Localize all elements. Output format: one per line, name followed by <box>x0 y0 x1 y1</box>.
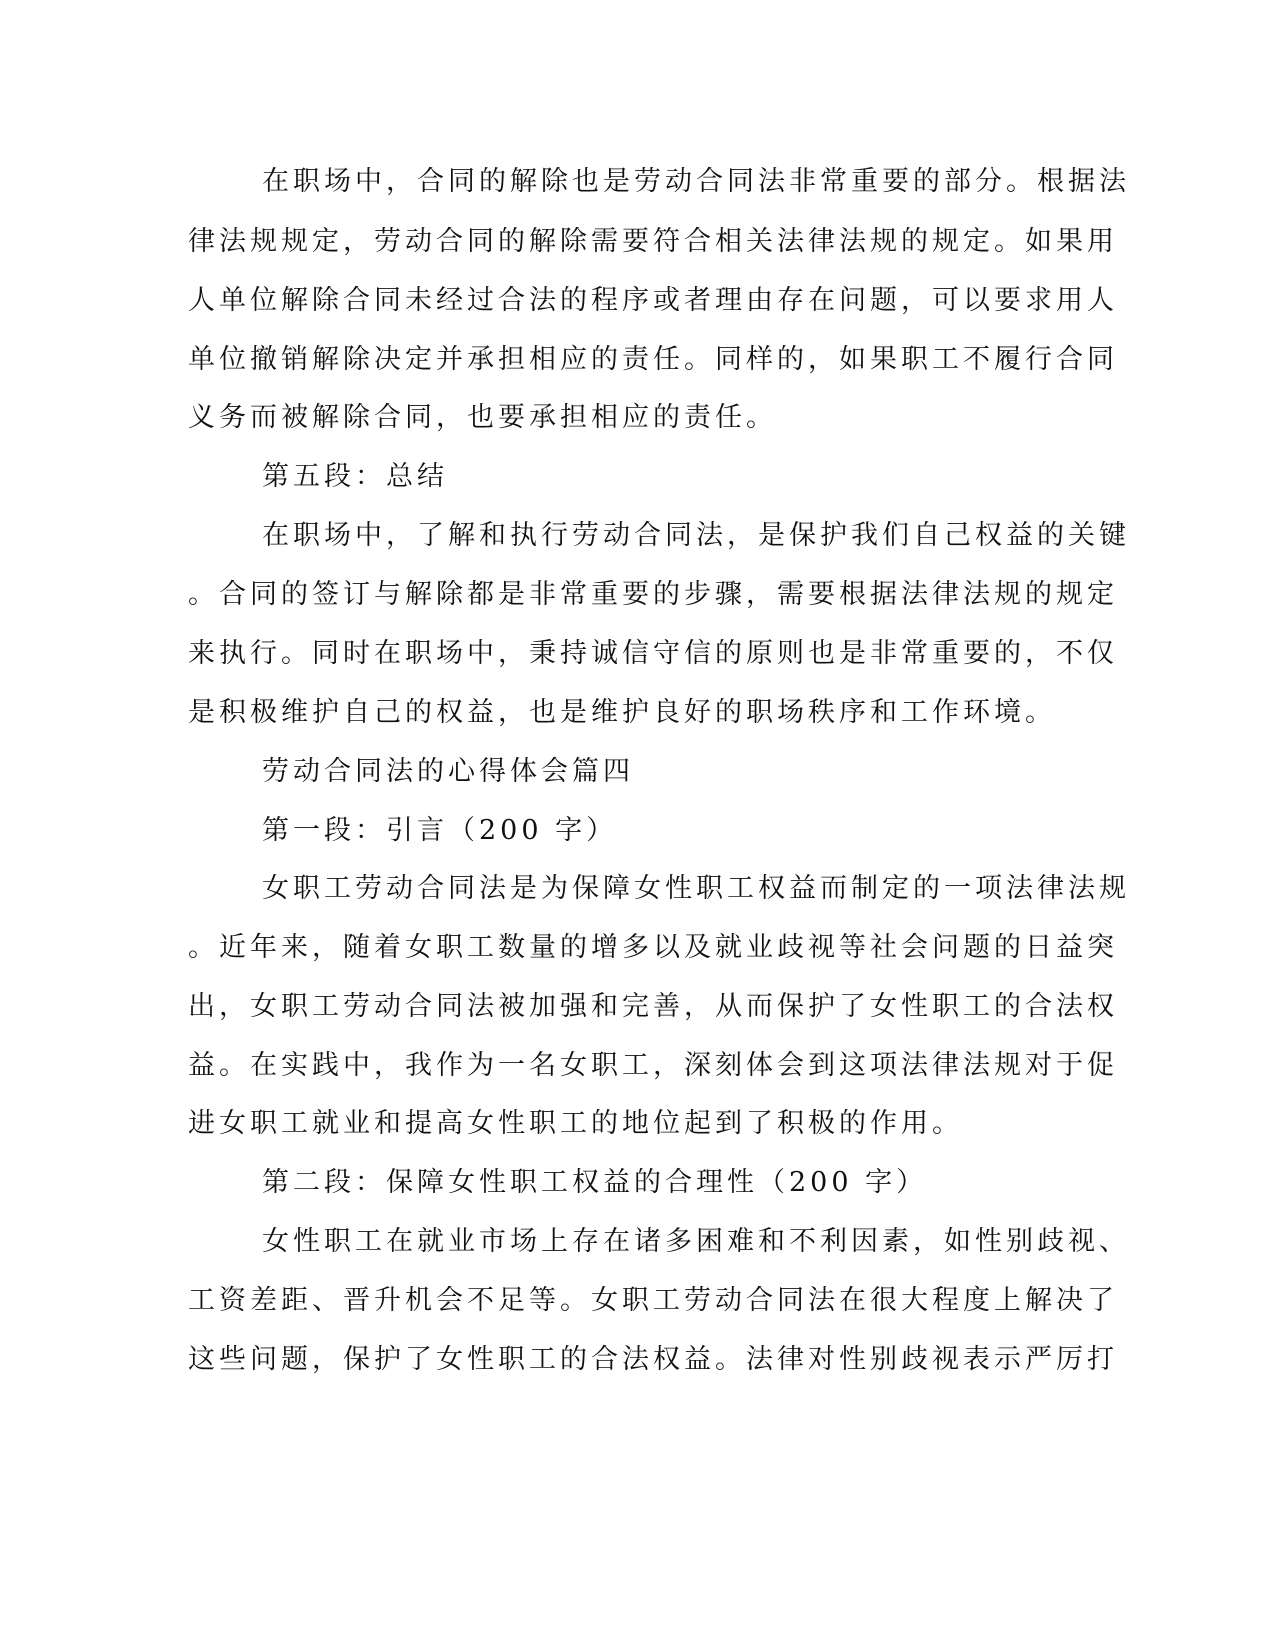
section-heading: 第二段：保障女性职工权益的合理性（200 字） <box>262 1167 928 1198</box>
text-line: 义务而被解除合同，也要承担相应的责任。 <box>188 402 777 433</box>
chapter-heading: 劳动合同法的心得体会篇四 <box>262 756 634 787</box>
text-line: 这些问题，保护了女性职工的合法权益。法律对性别歧视表示严厉打 <box>188 1344 1118 1375</box>
text-line: 女职工劳动合同法是为保障女性职工权益而制定的一项法律法规 <box>262 873 1130 904</box>
text-line: 益。在实践中，我作为一名女职工，深刻体会到这项法律法规对于促 <box>188 1050 1118 1081</box>
text-line: 。合同的签订与解除都是非常重要的步骤，需要根据法律法规的规定 <box>188 579 1118 610</box>
section-heading: 第一段：引言（200 字） <box>262 815 618 846</box>
text-line: 是积极维护自己的权益，也是维护良好的职场秩序和工作环境。 <box>188 697 1056 728</box>
text-line: 来执行。同时在职场中，秉持诚信守信的原则也是非常重要的，不仅 <box>188 638 1118 669</box>
text-line: 工资差距、晋升机会不足等。女职工劳动合同法在很大程度上解决了 <box>188 1285 1118 1316</box>
text-line: 出，女职工劳动合同法被加强和完善，从而保护了女性职工的合法权 <box>188 991 1118 1022</box>
text-line: 进女职工就业和提高女性职工的地位起到了积极的作用。 <box>188 1108 963 1139</box>
text-line: 在职场中，了解和执行劳动合同法，是保护我们自己权益的关键 <box>262 520 1130 551</box>
text-line: 在职场中，合同的解除也是劳动合同法非常重要的部分。根据法 <box>262 166 1130 197</box>
text-line: 人单位解除合同未经过合法的程序或者理由存在问题，可以要求用人 <box>188 285 1118 316</box>
text-line: 。近年来，随着女职工数量的增多以及就业歧视等社会问题的日益突 <box>188 932 1118 963</box>
text-line: 女性职工在就业市场上存在诸多困难和不利因素，如性别歧视、 <box>262 1226 1130 1257</box>
text-line: 单位撤销解除决定并承担相应的责任。同样的，如果职工不履行合同 <box>188 344 1118 375</box>
text-line: 律法规规定，劳动合同的解除需要符合相关法律法规的规定。如果用 <box>188 226 1118 257</box>
section-heading: 第五段：总结 <box>262 461 448 492</box>
